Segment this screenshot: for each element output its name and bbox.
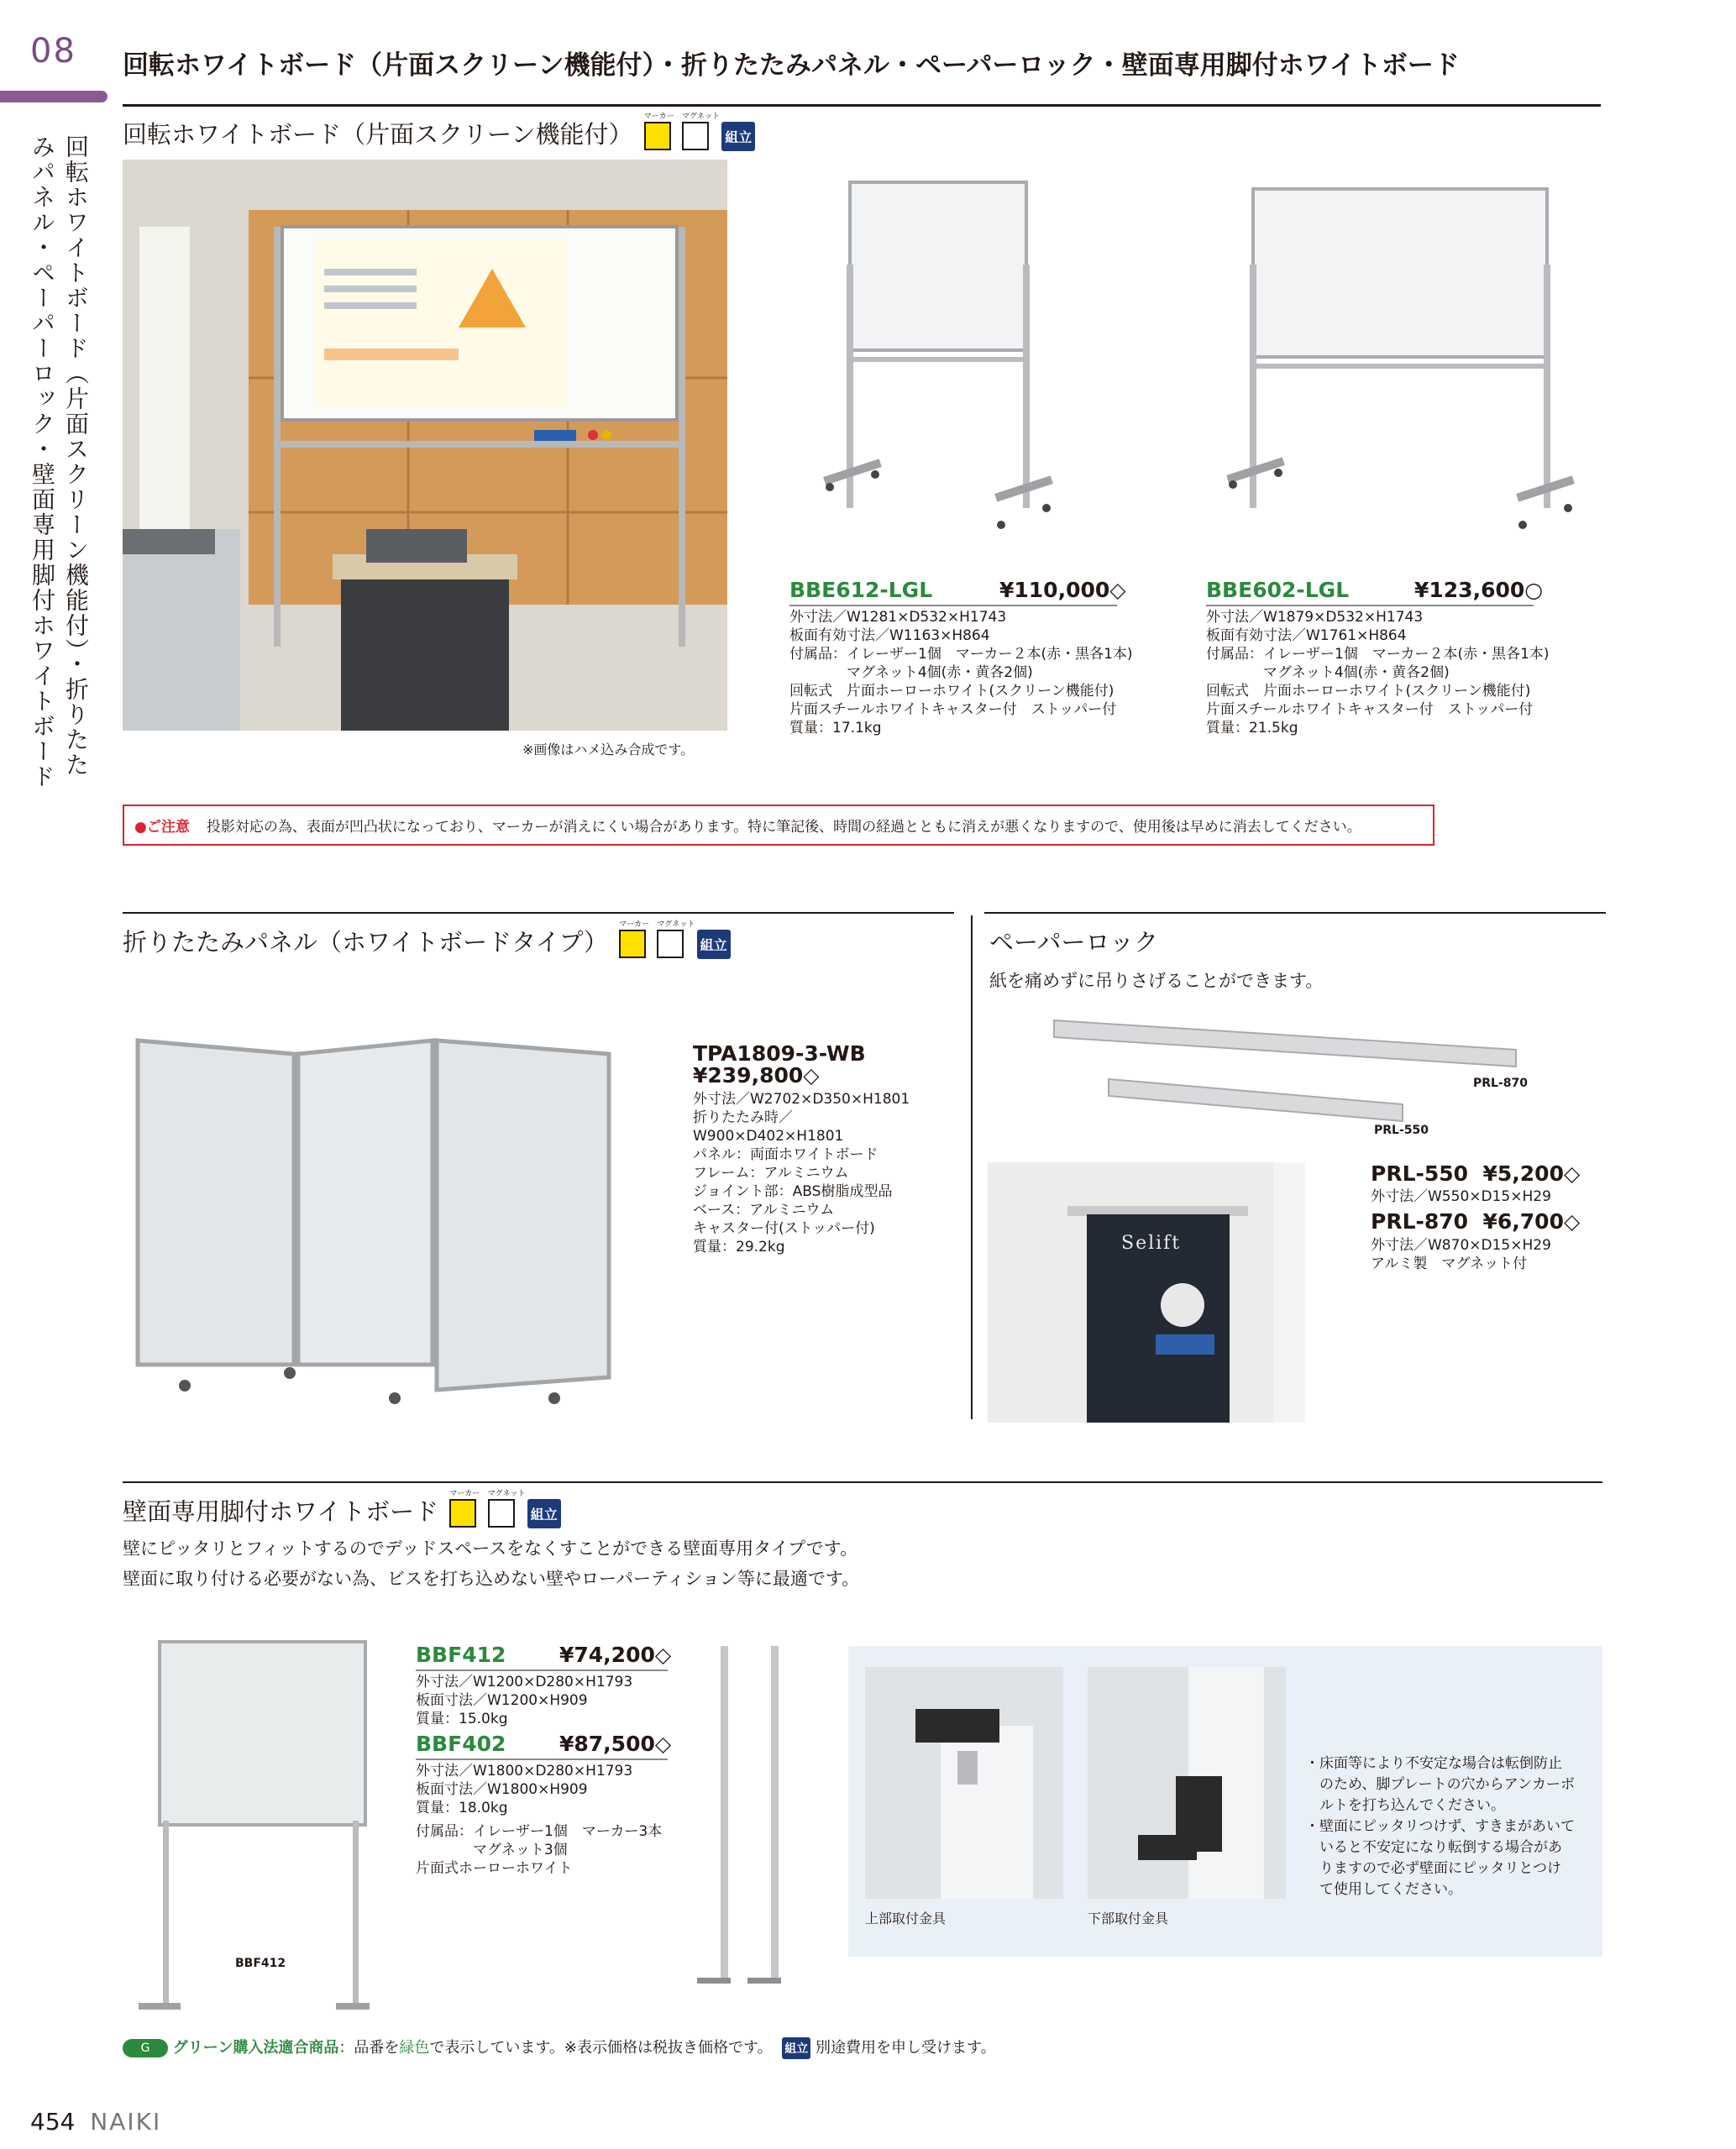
brand-name: NAIKI <box>90 2108 162 2136</box>
footer-note: G グリーン購入法適合商品：品番を緑色で表示しています。※表示価格は税抜き価格です。 組立 別途費用を申し受けます。 <box>123 2036 996 2059</box>
bbf412-spec: 外寸法／W1200×D280×H1793 板面寸法／W1200×H909 質量：15.0kg <box>416 1674 633 1727</box>
green-purchase-icon: G <box>123 2039 168 2057</box>
bbf412-price: ¥74,200◇ <box>559 1643 672 1667</box>
wall-description-2: 壁面に取り付ける必要がない為、ビスを打ち込めない壁やローパーティション等に最適です。 <box>123 1569 860 1589</box>
rotating-title-text: 回転ホワイトボード（片面スクリーン機能付） <box>123 120 633 149</box>
magnet-icon: マグネット <box>682 122 709 150</box>
side-title: 回転ホワイトボード（片面スクリーン機能付）・折りたたみパネル・ペーパーロック・壁面専用脚付ホワイトボード <box>29 134 90 789</box>
bbf-legs-photo <box>689 1638 798 2007</box>
bbf402-model: BBF402 <box>416 1732 506 1756</box>
bbe602-spec: 外寸法／W1879×D532×H1743 板面有効寸法／W1761×H864 付属品：イレーザー1個 マーカー２本(赤・黒各1本) マグネット4個(赤・黄各2個) 回転式 片面ホーローホワイト(スクリーン機能付) 片面スチールホワイトキャスター付 ストッパー付 質量：21.5kg <box>1206 609 1550 736</box>
tpa-model: TPA1809-3-WB <box>693 1041 866 1066</box>
notice-label: ●ご注意 <box>134 819 190 836</box>
assembly-icon: 組立 <box>527 1499 561 1528</box>
bbe602-rule <box>1206 605 1534 606</box>
prl550-model: PRL-550 ¥5,200◇ <box>1371 1161 1581 1186</box>
bbe602-model: BBE602-LGL <box>1206 578 1350 602</box>
page-number: 454 NAIKI <box>30 2108 162 2136</box>
magnet-icon: マグネット <box>657 930 684 958</box>
notice-box <box>123 805 1434 846</box>
bbf402-spec: 外寸法／W1800×D280×H1793 板面寸法／W1800×H909 質量：18.0kg <box>416 1763 633 1816</box>
bbe612-rule <box>789 605 1117 606</box>
folding-panel-photo <box>126 1029 630 1415</box>
green-label: グリーン購入法適合商品 <box>172 2039 339 2057</box>
assembly-icon: 組立 <box>782 2037 810 2059</box>
photo-note: ※画像はハメ込み合成です。 <box>522 742 695 757</box>
bbf412-rule <box>416 1669 668 1671</box>
chapter-number: 08 <box>30 32 76 71</box>
rotating-room-photo <box>123 160 727 731</box>
notice-text: 投影対応の為、表面が凹凸状になっており、マーカーが消えにくい場合があります。特に筆記後、時間の経過とともに消えが悪くなりますので、使用後は早めに消去してください。 <box>206 819 1361 836</box>
prl870-spec: 外寸法／W870×D15×H29 アルミ製 マグネット付 <box>1371 1237 1551 1272</box>
tpa-price: ¥239,800◇ <box>693 1063 820 1088</box>
folding-rule <box>123 912 954 914</box>
bracket-notes: ・床面等により不安定な場合は転倒防止 のため、脚プレートの穴からアンカーボ ルトを打ち込んでください。 ・壁面にピッタリつけず、すきまがあいて いると不安定になり転倒する場合があ りますので必ず壁面にピッタリとつけ て使用してください。 <box>1305 1755 1575 1898</box>
bbf-accessories: 付属品：イレーザー1個 マーカー3本 マグネット3個 片面式ホーローホワイト <box>416 1823 663 1877</box>
top-bracket-photo <box>865 1667 1063 1899</box>
rotating-section-title <box>123 113 755 151</box>
paperlock-rails-photo <box>1050 1016 1520 1125</box>
title-rule <box>123 104 1601 107</box>
wall-section-title <box>123 1490 561 1528</box>
paperlock-photo-brand: Selift <box>1121 1233 1182 1254</box>
bbe612-model: BBE612-LGL <box>789 578 933 602</box>
assembly-icon: 組立 <box>721 122 755 151</box>
magnet-icon: マグネット <box>488 1499 515 1528</box>
label-prl870: PRL-870 <box>1473 1077 1528 1090</box>
paperlock-rule <box>984 912 1606 914</box>
paperlock-title: ペーパーロック <box>989 928 1158 957</box>
wall-description-1: 壁にピッタリとフィットするのでデッドスペースをなくすことができる壁面専用タイプです。 <box>123 1538 858 1559</box>
chapter-tab <box>0 91 108 102</box>
folding-title-text: 折りたたみパネル（ホワイトボードタイプ） <box>123 928 608 957</box>
marker-icon: マーカー <box>644 122 671 150</box>
marker-icon: マーカー <box>449 1499 476 1528</box>
assembly-note: 別途費用を申し受けます。 <box>816 2039 996 2057</box>
paperlock-usage-photo <box>988 1162 1305 1423</box>
assembly-icon: 組立 <box>697 930 731 959</box>
page-title: 回転ホワイトボード（片面スクリーン機能付）・折りたたみパネル・ペーパーロック・壁面専用脚付ホワイトボード <box>123 50 1460 81</box>
tpa-spec: 外寸法／W2702×D350×H1801 折りたたみ時／ W900×D402×H1801 パネル：両面ホワイトボード フレーム：アルミニウム ジョイント部：ABS樹脂成型品 ベース：アルミニウム キャスター付(ストッパー付) 質量：29.2kg <box>693 1091 910 1255</box>
bbe612-photo <box>806 172 1075 542</box>
bbe612-price: ¥110,000◇ <box>999 578 1126 602</box>
column-divider <box>971 915 973 1419</box>
bbe612-spec: 外寸法／W1281×D532×H1743 板面有効寸法／W1163×H864 付属品：イレーザー1個 マーカー２本(赤・黒各1本) マグネット4個(赤・黄各2個) 回転式 片面ホーローホワイト(スクリーン機能付) 片面スチールホワイトキャスター付 ストッパー付 質量：17.1kg <box>789 609 1133 736</box>
caption-top-bracket: 上部取付金具 <box>865 1911 947 1926</box>
prl550-spec: 外寸法／W550×D15×H29 <box>1371 1188 1551 1205</box>
bbf412-model: BBF412 <box>416 1643 506 1667</box>
bbe602-photo <box>1218 172 1579 542</box>
caption-bottom-bracket: 下部取付金具 <box>1088 1911 1169 1926</box>
prl870-model: PRL-870 ¥6,700◇ <box>1371 1209 1581 1234</box>
bbf412-photo-label: BBF412 <box>235 1957 286 1970</box>
wall-rule <box>123 1481 1602 1483</box>
wall-title-text: 壁面専用脚付ホワイトボード <box>123 1497 439 1526</box>
prl870-price: ¥6,700◇ <box>1482 1209 1581 1234</box>
prl550-price: ¥5,200◇ <box>1482 1161 1581 1186</box>
bbf402-price: ¥87,500◇ <box>559 1732 672 1756</box>
bottom-bracket-photo <box>1088 1667 1286 1899</box>
bbe602-price: ¥123,600○ <box>1414 578 1544 602</box>
bbf402-rule <box>416 1759 668 1760</box>
paperlock-description: 紙を痛めずに吊りさげることができます。 <box>989 971 1324 991</box>
folding-section-title <box>123 920 731 959</box>
label-prl550: PRL-550 <box>1374 1124 1429 1137</box>
marker-icon: マーカー <box>619 930 646 958</box>
